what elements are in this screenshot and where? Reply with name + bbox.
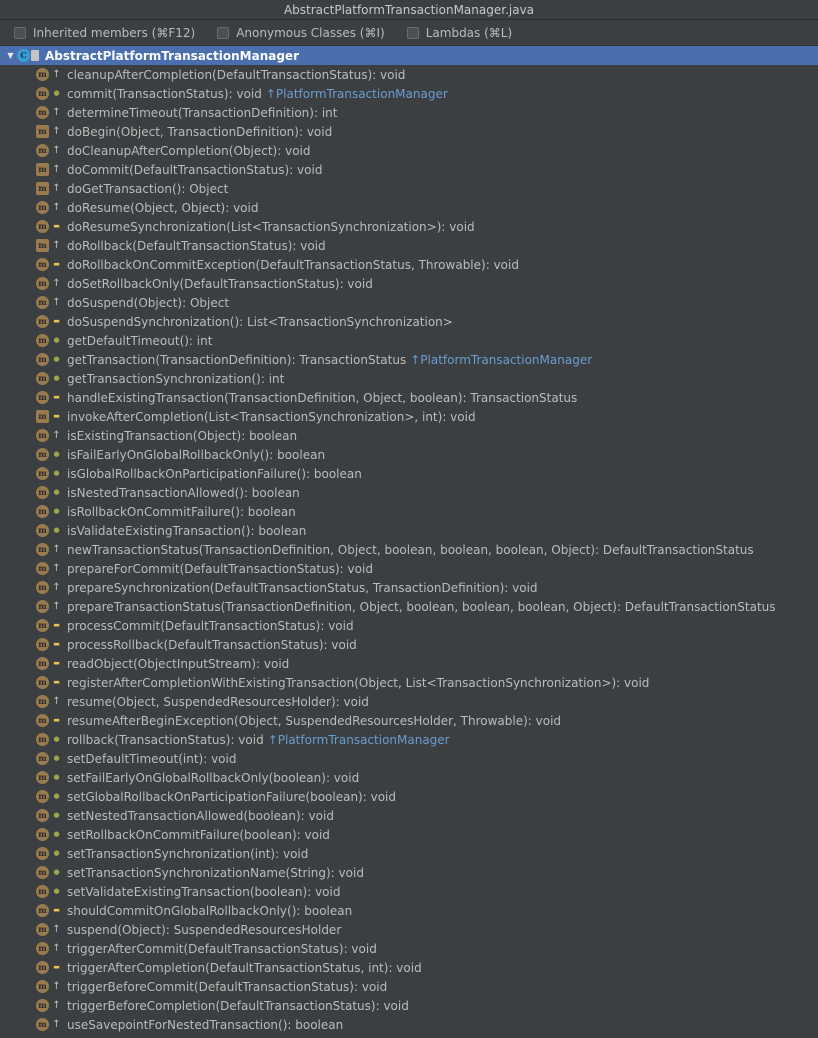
abstract-method-icon: m: [36, 163, 49, 176]
member-row[interactable]: [0, 160, 818, 179]
member-row[interactable]: [0, 426, 818, 445]
member-signature-label: readObject(ObjectInputStream): void: [67, 656, 290, 671]
private-visibility-icon: ▬: [53, 412, 60, 420]
private-visibility-icon: ▬: [53, 659, 60, 667]
member-row[interactable]: [0, 331, 818, 350]
member-row[interactable]: [0, 179, 818, 198]
method-icon: m: [36, 866, 49, 879]
method-icon: m: [36, 619, 49, 632]
member-icons: [0, 68, 61, 81]
protected-visibility-icon: ↑: [52, 563, 61, 574]
public-visibility-icon: ●: [53, 792, 60, 800]
member-icons: [0, 619, 61, 632]
method-icon: m: [36, 334, 49, 347]
overrides-label: ↑PlatformTransactionManager: [267, 732, 450, 747]
tree-root-row[interactable]: [0, 46, 818, 65]
abstract-method-icon: m: [36, 239, 49, 252]
class-name-label: AbstractPlatformTransactionManager: [45, 48, 299, 63]
checkbox-anonymous-classes[interactable]: [217, 26, 385, 40]
member-icons: [0, 543, 61, 556]
checkbox-box-icon[interactable]: [407, 27, 419, 39]
public-visibility-icon: ●: [53, 374, 60, 382]
member-row[interactable]: [0, 521, 818, 540]
member-signature-label: doCommit(DefaultTransactionStatus): void: [67, 162, 323, 177]
member-row[interactable]: [0, 692, 818, 711]
member-icons: [0, 486, 61, 499]
member-icons: [0, 1018, 61, 1031]
protected-visibility-icon: ↑: [52, 145, 61, 156]
member-row[interactable]: [0, 787, 818, 806]
protected-visibility-icon: ↑: [52, 981, 61, 992]
member-signature-label: shouldCommitOnGlobalRollbackOnly(): boolean: [67, 903, 353, 918]
public-visibility-icon: ●: [53, 488, 60, 496]
method-icon: m: [36, 543, 49, 556]
member-row[interactable]: [0, 293, 818, 312]
member-signature-label: isNestedTransactionAllowed(): boolean: [67, 485, 300, 500]
member-icons: [0, 923, 61, 936]
public-visibility-icon: ●: [53, 450, 60, 458]
member-icons: [0, 942, 61, 955]
member-signature-label: suspend(Object): SuspendedResourcesHolder: [67, 922, 342, 937]
member-row[interactable]: [0, 255, 818, 274]
member-row[interactable]: [0, 407, 818, 426]
member-signature-label: setRollbackOnCommitFailure(boolean): void: [67, 827, 330, 842]
member-icons: [0, 733, 61, 746]
member-icons: [0, 201, 61, 214]
private-visibility-icon: ▬: [53, 317, 60, 325]
member-signature-label: handleExistingTransaction(TransactionDefinition, Object, boolean): TransactionStatus: [67, 390, 578, 405]
member-row[interactable]: [0, 388, 818, 407]
member-icons: [0, 296, 61, 309]
method-icon: m: [36, 429, 49, 442]
checkbox-label: Inherited members (⌘F12): [33, 25, 196, 40]
member-icons: [0, 657, 61, 670]
method-icon: m: [36, 87, 49, 100]
method-icon: m: [36, 676, 49, 689]
public-visibility-icon: ●: [53, 773, 60, 781]
method-icon: m: [36, 258, 49, 271]
member-signature-label: getTransaction(TransactionDefinition): TransactionStatus: [67, 352, 407, 367]
member-icons: [0, 752, 61, 765]
member-icons: [0, 372, 61, 385]
member-icons: [0, 771, 61, 784]
method-icon: m: [36, 733, 49, 746]
public-visibility-icon: ●: [53, 507, 60, 515]
filter-toolbar: [0, 20, 818, 46]
public-visibility-icon: ●: [53, 754, 60, 762]
method-icon: m: [36, 296, 49, 309]
method-icon: m: [36, 999, 49, 1012]
protected-visibility-icon: ↑: [52, 278, 61, 289]
member-icons: [0, 847, 61, 860]
member-row[interactable]: [0, 141, 818, 160]
private-visibility-icon: ▬: [53, 393, 60, 401]
public-visibility-icon: ●: [53, 89, 60, 97]
private-visibility-icon: ▬: [53, 260, 60, 268]
member-signature-label: invokeAfterCompletion(List<TransactionSynchronization>, int): void: [67, 409, 476, 424]
public-visibility-icon: ●: [53, 336, 60, 344]
member-row[interactable]: [0, 920, 818, 939]
member-signature-label: setNestedTransactionAllowed(boolean): void: [67, 808, 334, 823]
member-icons: [0, 505, 61, 518]
member-signature-label: isValidateExistingTransaction(): boolean: [67, 523, 307, 538]
member-icons: [0, 258, 61, 271]
method-icon: m: [36, 790, 49, 803]
member-signature-label: setFailEarlyOnGlobalRollbackOnly(boolean): void: [67, 770, 360, 785]
member-signature-label: doRollbackOnCommitException(DefaultTransactionStatus, Throwable): void: [67, 257, 519, 272]
abstract-method-icon: m: [36, 182, 49, 195]
abstract-marker-icon: [30, 49, 41, 62]
protected-visibility-icon: ↑: [52, 430, 61, 441]
member-signature-label: setValidateExistingTransaction(boolean): void: [67, 884, 341, 899]
member-row[interactable]: [0, 616, 818, 635]
member-signature-label: newTransactionStatus(TransactionDefinition, Object, boolean, boolean, boolean, Object): DefaultTransactionStatus: [67, 542, 754, 557]
member-signature-label: rollback(TransactionStatus): void: [67, 732, 264, 747]
method-icon: m: [36, 1018, 49, 1031]
protected-visibility-icon: ↑: [52, 297, 61, 308]
member-signature-label: cleanupAfterCompletion(DefaultTransactionStatus): void: [67, 67, 406, 82]
method-icon: m: [36, 505, 49, 518]
protected-visibility-icon: ↑: [52, 601, 61, 612]
member-signature-label: isFailEarlyOnGlobalRollbackOnly(): boolean: [67, 447, 326, 462]
method-icon: m: [36, 315, 49, 328]
overrides-label: ↑PlatformTransactionManager: [265, 86, 448, 101]
method-icon: m: [36, 220, 49, 233]
member-signature-label: doSuspendSynchronization(): List<TransactionSynchronization>: [67, 314, 453, 329]
public-visibility-icon: ●: [53, 469, 60, 477]
member-signature-label: triggerBeforeCommit(DefaultTransactionStatus): void: [67, 979, 388, 994]
public-visibility-icon: ●: [53, 830, 60, 838]
member-icons: [0, 828, 61, 841]
method-icon: m: [36, 353, 49, 366]
member-icons: [0, 87, 61, 100]
private-visibility-icon: ▬: [53, 963, 60, 971]
method-icon: m: [36, 68, 49, 81]
member-row[interactable]: [0, 901, 818, 920]
chevron-down-icon[interactable]: ▼: [7, 51, 14, 60]
member-signature-label: prepareTransactionStatus(TransactionDefinition, Object, boolean, boolean, boolean, Object): DefaultTransactionStatus: [67, 599, 776, 614]
member-signature-label: doSetRollbackOnly(DefaultTransactionStatus): void: [67, 276, 373, 291]
method-icon: m: [36, 809, 49, 822]
abstract-method-icon: m: [36, 410, 49, 423]
member-signature-label: useSavepointForNestedTransaction(): boolean: [67, 1017, 344, 1032]
member-signature-label: doResume(Object, Object): void: [67, 200, 259, 215]
method-icon: m: [36, 600, 49, 613]
member-signature-label: setTransactionSynchronization(int): void: [67, 846, 309, 861]
method-icon: m: [36, 372, 49, 385]
member-icons: [0, 904, 61, 917]
member-icons: [0, 866, 61, 879]
member-icons: [0, 638, 61, 651]
protected-visibility-icon: ↑: [52, 164, 61, 175]
member-signature-label: processRollback(DefaultTransactionStatus): void: [67, 637, 357, 652]
method-icon: m: [36, 391, 49, 404]
member-signature-label: resumeAfterBeginException(Object, SuspendedResourcesHolder, Throwable): void: [67, 713, 562, 728]
member-icons: [0, 562, 61, 575]
member-icons: [0, 125, 61, 138]
member-icons: [0, 315, 61, 328]
member-signature-label: doBegin(Object, TransactionDefinition): void: [67, 124, 333, 139]
member-icons: [0, 163, 61, 176]
member-icons: [0, 467, 61, 480]
member-row[interactable]: [0, 578, 818, 597]
member-row[interactable]: [0, 806, 818, 825]
member-signature-label: setTransactionSynchronizationName(String): void: [67, 865, 364, 880]
class-icon: C: [17, 49, 30, 62]
method-icon: m: [36, 562, 49, 575]
member-signature-label: isGlobalRollbackOnParticipationFailure(): boolean: [67, 466, 362, 481]
member-row[interactable]: [0, 483, 818, 502]
method-icon: m: [36, 581, 49, 594]
member-row[interactable]: [0, 768, 818, 787]
member-signature-label: doRollback(DefaultTransactionStatus): void: [67, 238, 326, 253]
public-visibility-icon: ●: [53, 849, 60, 857]
member-signature-label: commit(TransactionStatus): void: [67, 86, 262, 101]
checkbox-box-icon[interactable]: [217, 27, 229, 39]
method-icon: m: [36, 961, 49, 974]
member-icons: [0, 144, 61, 157]
member-icons: [0, 106, 61, 119]
method-icon: m: [36, 695, 49, 708]
protected-visibility-icon: ↑: [52, 544, 61, 555]
member-row[interactable]: [0, 958, 818, 977]
member-signature-label: prepareForCommit(DefaultTransactionStatus): void: [67, 561, 373, 576]
member-icons: [0, 410, 61, 423]
public-visibility-icon: ●: [53, 735, 60, 743]
checkbox-label: Anonymous Classes (⌘I): [236, 25, 385, 40]
member-row[interactable]: [0, 673, 818, 692]
member-row[interactable]: [0, 502, 818, 521]
member-list[interactable]: [0, 65, 818, 1034]
member-icons: [0, 980, 61, 993]
method-icon: m: [36, 448, 49, 461]
private-visibility-icon: ▬: [53, 678, 60, 686]
method-icon: m: [36, 771, 49, 784]
member-row[interactable]: [0, 1015, 818, 1034]
checkbox-label: Lambdas (⌘L): [425, 25, 513, 40]
member-signature-label: isExistingTransaction(Object): boolean: [67, 428, 298, 443]
member-icons: [0, 809, 61, 822]
method-icon: m: [36, 942, 49, 955]
method-icon: m: [36, 657, 49, 670]
method-icon: m: [36, 980, 49, 993]
method-icon: m: [36, 904, 49, 917]
member-row[interactable]: [0, 217, 818, 236]
protected-visibility-icon: ↑: [52, 126, 61, 137]
private-visibility-icon: ▬: [53, 716, 60, 724]
member-row[interactable]: [0, 65, 818, 84]
member-icons: [0, 524, 61, 537]
overrides-label: ↑PlatformTransactionManager: [410, 352, 593, 367]
method-icon: m: [36, 885, 49, 898]
member-icons: [0, 277, 61, 290]
member-icons: [0, 353, 61, 366]
method-icon: m: [36, 144, 49, 157]
method-icon: m: [36, 923, 49, 936]
member-row[interactable]: [0, 122, 818, 141]
member-signature-label: doSuspend(Object): Object: [67, 295, 230, 310]
method-icon: m: [36, 828, 49, 841]
member-row[interactable]: [0, 844, 818, 863]
member-row[interactable]: [0, 939, 818, 958]
member-row[interactable]: [0, 198, 818, 217]
protected-visibility-icon: ↑: [52, 943, 61, 954]
member-signature-label: triggerAfterCompletion(DefaultTransactionStatus, int): void: [67, 960, 422, 975]
member-row[interactable]: [0, 711, 818, 730]
method-icon: m: [36, 714, 49, 727]
member-signature-label: prepareSynchronization(DefaultTransactionStatus, TransactionDefinition): void: [67, 580, 538, 595]
member-row[interactable]: [0, 597, 818, 616]
protected-visibility-icon: ↑: [52, 69, 61, 80]
member-row[interactable]: [0, 103, 818, 122]
method-icon: m: [36, 638, 49, 651]
public-visibility-icon: ●: [53, 887, 60, 895]
public-visibility-icon: ●: [53, 355, 60, 363]
member-signature-label: doResumeSynchronization(List<TransactionSynchronization>): void: [67, 219, 475, 234]
member-row[interactable]: [0, 730, 818, 749]
member-signature-label: registerAfterCompletionWithExistingTransaction(Object, List<TransactionSynchronization>): void: [67, 675, 650, 690]
member-icons: [0, 220, 61, 233]
member-icons: [0, 182, 61, 195]
member-row[interactable]: [0, 312, 818, 331]
member-signature-label: triggerBeforeCompletion(DefaultTransactionStatus): void: [67, 998, 409, 1013]
member-row[interactable]: [0, 369, 818, 388]
private-visibility-icon: ▬: [53, 906, 60, 914]
member-row[interactable]: [0, 635, 818, 654]
member-signature-label: processCommit(DefaultTransactionStatus): void: [67, 618, 354, 633]
checkbox-box-icon[interactable]: [14, 27, 26, 39]
member-icons: [0, 790, 61, 803]
public-visibility-icon: ●: [53, 811, 60, 819]
private-visibility-icon: ▬: [53, 222, 60, 230]
member-row[interactable]: [0, 84, 818, 103]
member-row[interactable]: [0, 654, 818, 673]
protected-visibility-icon: ↑: [52, 924, 61, 935]
checkbox-inherited-members[interactable]: [14, 26, 195, 40]
member-signature-label: doGetTransaction(): Object: [67, 181, 229, 196]
member-row[interactable]: [0, 559, 818, 578]
abstract-method-icon: m: [36, 125, 49, 138]
method-icon: m: [36, 277, 49, 290]
member-row[interactable]: [0, 863, 818, 882]
protected-visibility-icon: ↑: [52, 202, 61, 213]
member-row[interactable]: [0, 825, 818, 844]
member-signature-label: getDefaultTimeout(): int: [67, 333, 213, 348]
protected-visibility-icon: ↑: [52, 696, 61, 707]
method-icon: m: [36, 752, 49, 765]
protected-visibility-icon: ↑: [52, 1000, 61, 1011]
method-icon: m: [36, 847, 49, 860]
member-icons: [0, 999, 61, 1012]
member-icons: [0, 600, 61, 613]
member-signature-label: setDefaultTimeout(int): void: [67, 751, 237, 766]
public-visibility-icon: ●: [53, 526, 60, 534]
member-icons: [0, 961, 61, 974]
member-icons: [0, 714, 61, 727]
member-icons: [0, 581, 61, 594]
method-icon: m: [36, 486, 49, 499]
member-icons: [0, 391, 61, 404]
member-row[interactable]: [0, 996, 818, 1015]
member-row[interactable]: [0, 445, 818, 464]
protected-visibility-icon: ↑: [52, 240, 61, 251]
member-icons: [0, 334, 61, 347]
member-icons: [0, 885, 61, 898]
member-row[interactable]: [0, 350, 818, 369]
member-row[interactable]: [0, 274, 818, 293]
member-signature-label: resume(Object, SuspendedResourcesHolder): void: [67, 694, 369, 709]
member-row[interactable]: [0, 882, 818, 901]
protected-visibility-icon: ↑: [52, 183, 61, 194]
member-icons: [0, 429, 61, 442]
method-icon: m: [36, 201, 49, 214]
protected-visibility-icon: ↑: [52, 582, 61, 593]
window-title: AbstractPlatformTransactionManager.java: [283, 2, 535, 17]
window-titlebar: [0, 0, 818, 20]
member-signature-label: isRollbackOnCommitFailure(): boolean: [67, 504, 296, 519]
private-visibility-icon: ▬: [53, 640, 60, 648]
member-icons: [0, 448, 61, 461]
method-icon: m: [36, 467, 49, 480]
member-row[interactable]: [0, 540, 818, 559]
member-icons: [0, 695, 61, 708]
member-row[interactable]: [0, 236, 818, 255]
member-row[interactable]: [0, 749, 818, 768]
member-row[interactable]: [0, 464, 818, 483]
method-icon: m: [36, 524, 49, 537]
protected-visibility-icon: ↑: [52, 107, 61, 118]
member-signature-label: determineTimeout(TransactionDefinition): int: [67, 105, 338, 120]
private-visibility-icon: ▬: [53, 621, 60, 629]
member-signature-label: getTransactionSynchronization(): int: [67, 371, 285, 386]
protected-visibility-icon: ↑: [52, 1019, 61, 1030]
member-signature-label: doCleanupAfterCompletion(Object): void: [67, 143, 311, 158]
member-icons: [0, 676, 61, 689]
method-icon: m: [36, 106, 49, 119]
member-row[interactable]: [0, 977, 818, 996]
member-signature-label: setGlobalRollbackOnParticipationFailure(boolean): void: [67, 789, 396, 804]
member-icons: [0, 239, 61, 252]
public-visibility-icon: ●: [53, 868, 60, 876]
member-signature-label: triggerAfterCommit(DefaultTransactionStatus): void: [67, 941, 377, 956]
checkbox-lambdas[interactable]: [407, 26, 512, 40]
